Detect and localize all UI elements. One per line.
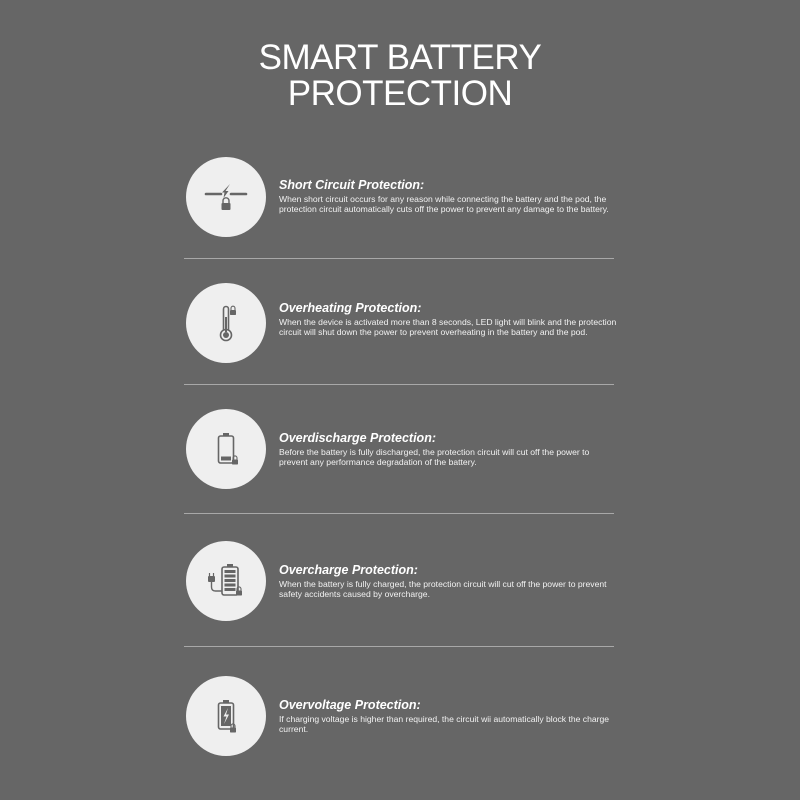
feature-heading: Overdischarge Protection: bbox=[279, 431, 436, 445]
title-line-2: PROTECTION bbox=[287, 74, 513, 113]
thermometer-icon bbox=[186, 283, 266, 363]
icon-circle bbox=[186, 157, 266, 237]
divider bbox=[184, 258, 614, 259]
feature-description: When the device is activated more than 8 seconds, LED light will blink and the protection circuit will shut down the power to prevent overheating in the battery and the pod. bbox=[279, 317, 617, 337]
feature-overheating bbox=[186, 283, 616, 363]
feature-description: When short circuit occurs for any reason while connecting the battery and the pod, the protection circuit automatically cuts off the power to prevent any damage to the battery. bbox=[279, 194, 609, 214]
feature-description: If charging voltage is higher than required, the circuit wii automatically block the charge current. bbox=[279, 714, 610, 734]
feature-description: When the battery is fully charged, the protection circuit will cut off the power to prevent safety accidents caused by overcharge. bbox=[279, 579, 607, 599]
short-circuit-icon bbox=[186, 157, 266, 237]
icon-circle bbox=[186, 283, 266, 363]
feature-text bbox=[279, 563, 619, 599]
icon-circle bbox=[186, 541, 266, 621]
feature-short-circuit bbox=[186, 157, 616, 237]
feature-heading: Overheating Protection: bbox=[279, 301, 422, 315]
battery-lock-icon bbox=[186, 409, 266, 489]
feature-heading: Overvoltage Protection: bbox=[279, 698, 421, 712]
feature-text bbox=[279, 698, 619, 734]
feature-heading: Overcharge Protection: bbox=[279, 563, 418, 577]
title-line-1: SMART BATTERY bbox=[258, 38, 542, 77]
feature-overvoltage bbox=[186, 676, 616, 756]
icon-circle bbox=[186, 676, 266, 756]
feature-overdischarge bbox=[186, 409, 616, 489]
feature-text bbox=[279, 431, 619, 467]
divider bbox=[184, 384, 614, 385]
feature-heading: Short Circuit Protection: bbox=[279, 178, 425, 192]
divider bbox=[184, 513, 614, 514]
feature-text bbox=[279, 178, 619, 214]
charging-battery-icon bbox=[186, 541, 266, 621]
feature-text bbox=[279, 301, 619, 337]
feature-overcharge bbox=[186, 541, 616, 621]
icon-circle bbox=[186, 409, 266, 489]
feature-description: Before the battery is fully discharged, the protection circuit will cut off the power to prevent any performance degradation of the battery. bbox=[279, 447, 590, 467]
divider bbox=[184, 646, 614, 647]
page-title bbox=[0, 40, 800, 112]
voltage-battery-icon bbox=[186, 676, 266, 756]
